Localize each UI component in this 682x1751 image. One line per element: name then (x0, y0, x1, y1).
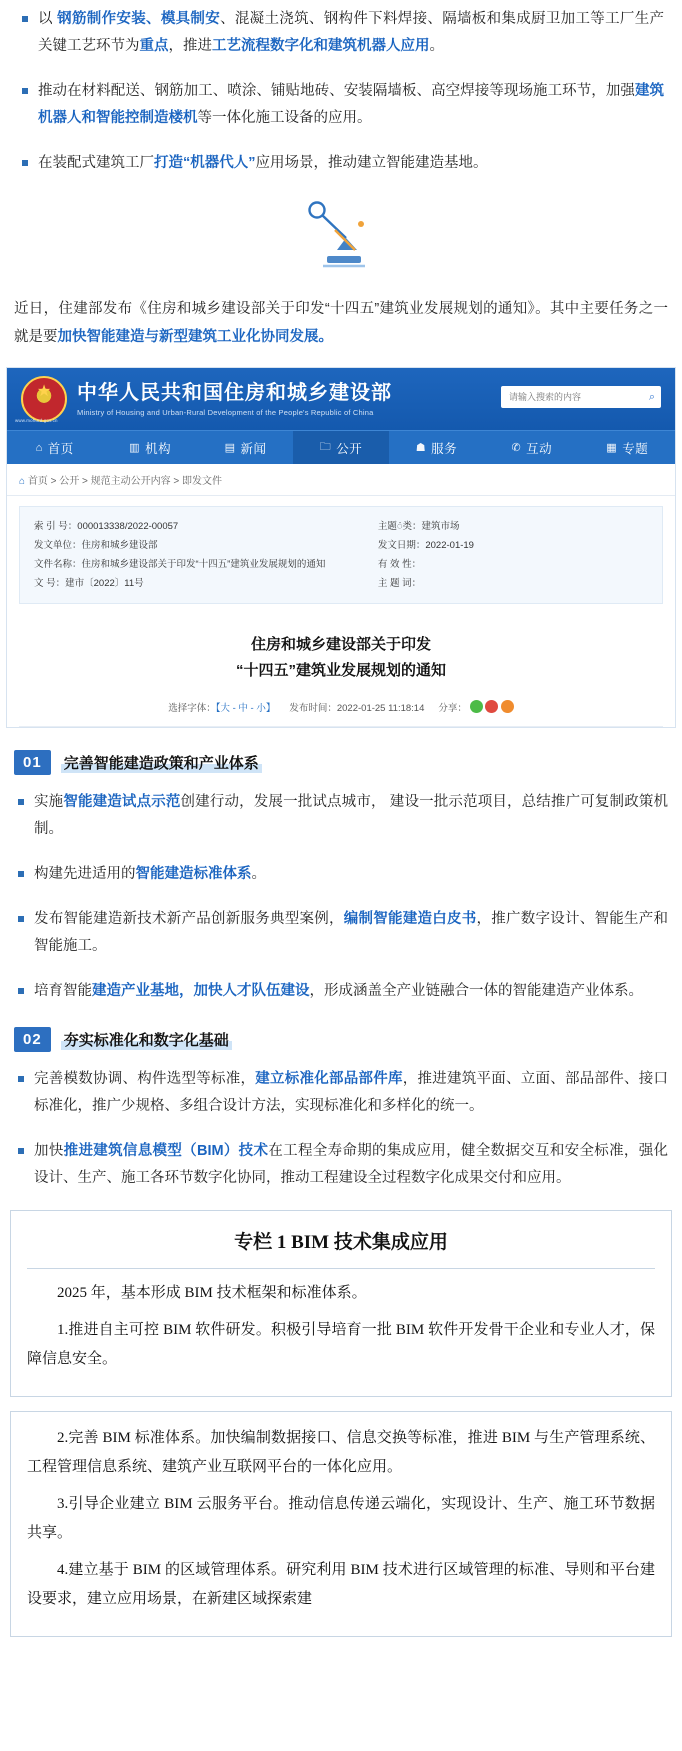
top-bullet-list (18, 6, 664, 177)
nav-item-专题[interactable] (580, 431, 675, 464)
nav-item-label: 新闻 (240, 441, 267, 456)
list-item (14, 789, 668, 843)
national-emblem (21, 376, 67, 422)
share-label: 分享： (438, 703, 467, 714)
gov-site-nav (7, 430, 675, 464)
nav-item-新闻[interactable] (198, 431, 293, 464)
metadata-key: 发文日期： (377, 540, 426, 551)
metadata-value: 建市〔2022〕11号 (65, 578, 144, 589)
list-item (18, 150, 664, 177)
highlighted-text: 打造“机器代人” (154, 155, 256, 171)
metadata-row (34, 536, 378, 555)
home-icon: ⌂ (35, 441, 43, 454)
section-body (0, 1066, 682, 1192)
chat-icon: ✆ (511, 442, 522, 454)
search-input[interactable] (507, 391, 649, 403)
column-box (10, 1210, 672, 1397)
weibo-share-icon[interactable] (485, 700, 498, 713)
metadata-key: 主题ं类： (377, 521, 422, 532)
list-item (18, 6, 664, 60)
column-boxes-container (0, 1210, 682, 1637)
column-box-paragraph: 2025 年，基本形成 BIM 技术框架和标准体系。 (57, 1285, 367, 1301)
site-search-box[interactable] (501, 386, 661, 408)
plain-text: 加快 (34, 1143, 64, 1159)
plain-text: ，形成涵盖全产业链融合一体的智能建造产业体系。 (309, 983, 643, 999)
highlighted-text: 建筑机器人和智能控制造楼机 (38, 83, 664, 126)
font-size-control[interactable] (168, 700, 275, 714)
metadata-key: 文件名称： (34, 559, 82, 570)
open-folder-icon: 🗀 (319, 441, 332, 453)
metadata-value: 000013338/2022-00057 (77, 521, 179, 532)
list-item (14, 978, 668, 1005)
highlighted-text: 编制智能建造白皮书 (343, 911, 477, 927)
share-group (438, 700, 513, 714)
doc-title-line2: “十四五”建筑业发展规划的通知 (235, 662, 446, 679)
plain-text: 完善模数协调、构件选型等标准， (34, 1071, 256, 1087)
section-title: 夯实标准化和数字化基础 (61, 1029, 232, 1050)
page-title (7, 616, 675, 694)
highlighted-text: 工艺流程数字化和建筑机器人应用 (212, 38, 430, 54)
plain-text: 构建先进适用的 (34, 866, 136, 882)
top-bullet-section (0, 0, 682, 177)
construction-robot-arm-illustration (0, 195, 682, 281)
section-heading (14, 750, 668, 775)
font-size-label: 选择字体： (168, 703, 216, 714)
publish-time (289, 700, 424, 714)
highlighted-text: 建立标准化部品部件库 (255, 1071, 403, 1087)
metadata-key: 文 号： (34, 578, 66, 589)
list-item (14, 906, 668, 960)
publish-time-label: 发布时间： (289, 703, 337, 714)
section-bullet-list (14, 789, 668, 1005)
doc-title-line1: 住房和城乡建设部关于印发 (250, 636, 431, 653)
metadata-row (34, 555, 378, 574)
plain-text: ，推进 (168, 38, 212, 54)
metadata-right-column (378, 517, 648, 593)
metadata-row (378, 574, 648, 593)
column-box-title: 专栏 1 BIM 技术集成应用 (27, 1223, 655, 1269)
plain-text: 发布智能建造新技术新产品创新服务典型案例， (34, 911, 344, 927)
list-item (14, 861, 668, 888)
plain-text: 实施 (34, 794, 64, 810)
section-title: 完善智能建造政策和产业体系 (61, 752, 262, 773)
metadata-key: 索 引 号： (34, 521, 78, 532)
section-heading (14, 1027, 668, 1052)
home-icon: ⌂ (19, 476, 26, 487)
grid-icon: ▦ (606, 442, 618, 454)
plain-text: 以 (38, 11, 58, 27)
metadata-value: 住房和城乡建设部 (81, 540, 158, 551)
highlighted-text: 智能建造标准体系 (135, 866, 252, 882)
metadata-row (378, 555, 648, 574)
list-item (14, 1138, 668, 1192)
section-body (0, 789, 682, 1005)
list-item (14, 1066, 668, 1120)
qq-share-icon[interactable] (501, 700, 514, 713)
gov-site-title-cn: 中华人民共和国住房和城乡建设部 (77, 381, 392, 404)
column-box-paragraph: 2.完善 BIM 标准体系。加快编制数据接口、信息交换等标准，推进 BIM 与生产管理系统、工程管理信息系统、建筑产业互联网平台的一体化应用。 (27, 1430, 655, 1475)
document-metadata (19, 506, 663, 604)
search-icon[interactable]: ⌕ (648, 390, 655, 403)
metadata-left-column (34, 517, 378, 593)
document-toolbar (19, 694, 663, 727)
highlighted-text: 加快智能建造与新型建筑工业化协同发展。 (57, 329, 333, 345)
nav-item-label: 服务 (431, 441, 458, 456)
metadata-key: 主 题 词： (377, 578, 422, 589)
metadata-row (34, 517, 378, 536)
nav-item-公开[interactable] (293, 431, 388, 464)
breadcrumb-text: 首页 > 公开 > 规范主动公开内容 > 即发文件 (27, 476, 223, 487)
plain-text: 培育智能 (34, 983, 92, 999)
gov-site-url: www.mohurd.gov.cn (15, 418, 58, 423)
metadata-row (378, 536, 648, 555)
plain-text: 。 (429, 38, 444, 54)
nav-item-服务[interactable] (389, 431, 484, 464)
font-size-options[interactable]: 【大 - 中 - 小】 (215, 703, 276, 714)
metadata-row (378, 517, 648, 536)
plain-text: ，推进建筑平面、立面、部品部件、接口标准化，推广少规格、多组合设计方法，实现标准化和多样化的统一。 (34, 1071, 668, 1114)
plain-text: 应用场景，推动建立智能建造基地。 (255, 155, 488, 171)
metadata-value: 建筑市场 (421, 521, 460, 532)
nav-item-label: 机构 (145, 441, 172, 456)
metadata-key: 有 效 性： (377, 559, 422, 570)
metadata-value: 2022-01-19 (425, 540, 474, 551)
nav-item-互动[interactable] (484, 431, 579, 464)
publish-time-value: 2022-01-25 11:18:14 (336, 703, 425, 714)
section-number: 02 (14, 1027, 51, 1052)
highlighted-text: 钢筋制作安装、模具制安 (57, 11, 221, 27)
column-box-paragraph: 4.建立基于 BIM 的区域管理体系。研究利用 BIM 技术进行区域管理的标准、导则和平台建设要求，建立应用场景，在新建区域探索建 (27, 1562, 655, 1607)
nav-item-label: 公开 (336, 441, 363, 456)
plain-text: 在工程全寿命期的集成应用，健全数据交互和安全标准，强化设计、生产、施工各环节数字化协同，推动工程建设全过程数字化成果交付和应用。 (34, 1143, 669, 1186)
metadata-row (34, 574, 378, 593)
section-bullet-list (14, 1066, 668, 1192)
highlighted-text: 建造产业基地，加快人才队伍建设 (92, 983, 310, 999)
breadcrumb (7, 464, 675, 496)
plain-text: 创建行动，发展一批试点城市， 建设一批示范项目，总结推广可复制政策机制。 (34, 794, 669, 837)
column-box-paragraph: 3.引导企业建立 BIM 云服务平台。推动信息传递云端化，实现设计、生产、施工环节数据共享。 (27, 1496, 655, 1541)
gov-site-title-en: Ministry of Housing and Urban-Rural Development of the People's Republic of China (77, 407, 374, 417)
nav-item-label: 专题 (622, 441, 649, 456)
gov-website-card (6, 367, 676, 728)
building-icon: ▥ (129, 442, 141, 454)
wechat-share-icon[interactable] (470, 700, 483, 713)
plain-text: 在装配式建筑工厂 (38, 155, 154, 171)
highlighted-text: 重点 (139, 38, 169, 54)
highlighted-text: 智能建造试点示范 (63, 794, 181, 810)
nav-item-首页[interactable] (7, 431, 102, 464)
plain-text: 、混凝土浇筑、钢构件下料焊接、隔墙板和集成厨卫加工等工厂生产关键工艺环节为 (38, 11, 665, 54)
column-box-paragraph: 1.推进自主可控 BIM 软件研发。积极引导培育一批 BIM 软件开发骨干企业和专业人才，保障信息安全。 (27, 1322, 655, 1367)
column-box (10, 1411, 672, 1637)
nav-item-label: 首页 (47, 441, 74, 456)
metadata-key: 发文单位： (34, 540, 82, 551)
news-icon: ▤ (224, 442, 236, 454)
nav-item-机构[interactable] (102, 431, 197, 464)
metadata-value: 住房和城乡建设部关于印发“十四五”建筑业发展规划的通知 (81, 559, 326, 570)
user-service-icon: ☗ (415, 442, 427, 454)
plain-text: ，推广数字设计、智能生产和智能施工。 (34, 911, 668, 954)
nav-item-label: 互动 (526, 441, 553, 456)
sections-container (0, 750, 682, 1192)
plain-text: 。 (251, 866, 266, 882)
plain-text: 等一体化施工设备的应用。 (197, 110, 372, 126)
plain-text: 近日，住建部发布《住房和城乡建设部关于印发“十四五”建筑业发展规划的通知》。其中主要任务之一就是要 (14, 301, 668, 345)
list-item (18, 78, 664, 132)
plain-text: 推动在材料配送、钢筋加工、喷涂、铺贴地砖、安装隔墙板、高空焊接等现场施工环节，加强 (38, 83, 635, 99)
highlighted-text: 推进建筑信息模型（BIM）技术 (63, 1143, 269, 1159)
section-number: 01 (14, 750, 51, 775)
gov-site-header (7, 368, 675, 430)
lead-paragraph (0, 295, 682, 367)
